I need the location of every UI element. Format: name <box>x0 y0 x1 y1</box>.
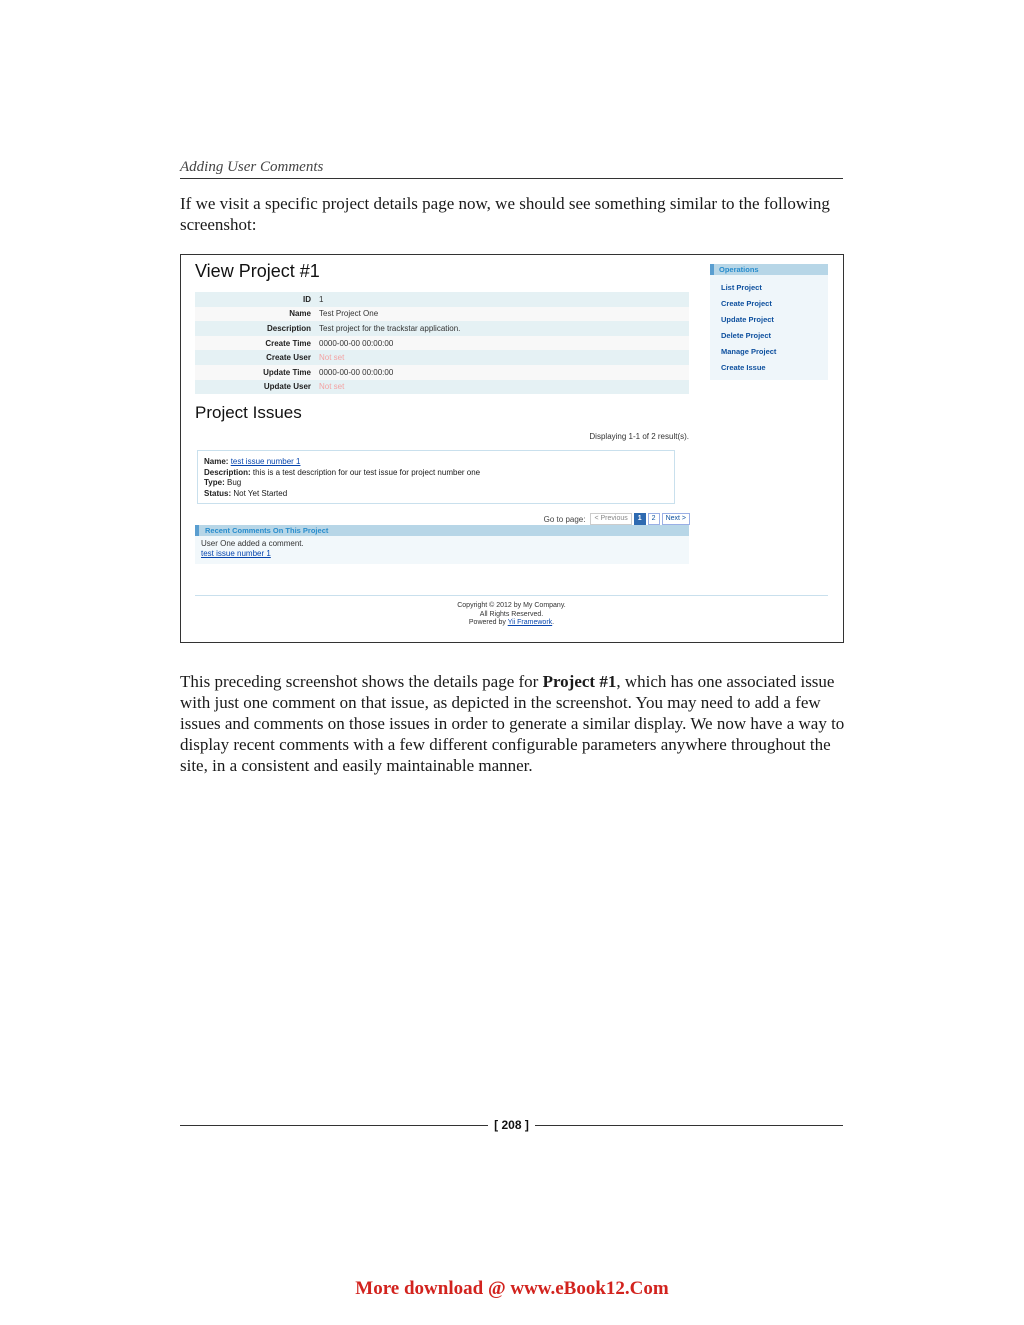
closing-text-bold: Project #1 <box>542 672 617 691</box>
issue-description-line <box>204 468 674 479</box>
detail-label: Update Time <box>195 365 315 380</box>
recent-comments-header: Recent Comments On This Project <box>195 525 689 536</box>
next-page-button[interactable]: Next > <box>662 513 690 525</box>
project-issues-title: Project Issues <box>195 403 302 422</box>
page-footer <box>180 1115 843 1135</box>
closing-text-part2: , which has one associated issue with just one comment on that issue, as depicted in the screenshot. You may need to add a few issues and comments on those issues in order to generate a similar display. We now have a way to display recent comments with a few different configurable parameters anywhere throughout the site, in a consistent and easily maintainable manner. <box>180 672 845 775</box>
previous-page-button[interactable]: < Previous <box>590 513 631 525</box>
detail-row <box>195 321 689 336</box>
issue-name-line <box>204 457 674 468</box>
powered-by-suffix: . <box>552 619 555 626</box>
page-number: [ 208 ] <box>494 1118 529 1132</box>
issue-description-label: Description: <box>204 467 251 477</box>
download-promo: More download @ www.eBook12.Com <box>355 1278 669 1299</box>
detail-value-null: Not set <box>315 380 689 395</box>
issue-type-line <box>204 478 674 489</box>
issue-list-item <box>197 450 675 504</box>
footer-rule-left <box>180 1125 488 1126</box>
recent-comment-text: User One added a comment. <box>201 539 304 548</box>
detail-label: Create User <box>195 350 315 365</box>
menu-item-list-project[interactable]: List Project <box>721 283 762 292</box>
project-screenshot <box>180 254 844 643</box>
issue-name-link[interactable]: test issue number 1 <box>230 457 301 466</box>
issue-type-label: Type: <box>204 478 225 487</box>
detail-label: ID <box>195 292 315 307</box>
closing-paragraph <box>180 671 848 776</box>
menu-item-manage-project[interactable]: Manage Project <box>721 347 777 356</box>
detail-value: 0000-00-00 00:00:00 <box>315 365 689 380</box>
menu-item-create-issue[interactable]: Create Issue <box>721 363 766 372</box>
page-2-button[interactable]: 2 <box>648 513 660 525</box>
issue-status: Not Yet Started <box>233 488 288 498</box>
detail-label: Name <box>195 307 315 322</box>
powered-by-label: Powered by <box>468 619 506 626</box>
running-header-text: Adding User Comments <box>180 159 324 175</box>
yii-framework-link[interactable]: Yii Framework <box>507 619 553 626</box>
recent-comments-body <box>195 536 689 564</box>
detail-row <box>195 307 689 322</box>
detail-row <box>195 292 689 307</box>
pager-label: Go to page: <box>543 514 586 524</box>
pager <box>544 513 690 525</box>
menu-item-create-project[interactable]: Create Project <box>721 299 772 308</box>
detail-value: Test project for the trackstar application. <box>315 321 689 336</box>
detail-row <box>195 365 689 380</box>
rights-line: All Rights Reserved. <box>479 610 544 618</box>
detail-label: Create Time <box>195 336 315 351</box>
detail-value: Test Project One <box>315 307 689 322</box>
powered-by-line <box>195 619 828 628</box>
recent-comment-issue-link[interactable]: test issue number 1 <box>201 549 271 558</box>
issue-type: Bug <box>226 478 242 487</box>
detail-row <box>195 350 689 365</box>
running-header <box>180 158 843 179</box>
issue-status-label: Status: <box>204 488 232 498</box>
results-summary: Displaying 1-1 of 2 result(s). <box>589 432 689 441</box>
detail-row <box>195 380 689 395</box>
issue-status-line <box>204 489 674 500</box>
detail-label: Description <box>195 321 315 336</box>
menu-item-update-project[interactable]: Update Project <box>721 315 774 324</box>
detail-row <box>195 336 689 351</box>
menu-item-delete-project[interactable]: Delete Project <box>721 331 772 340</box>
issue-name-label: Name: <box>204 457 229 466</box>
project-detail-table <box>195 292 689 394</box>
page-1-button[interactable]: 1 <box>634 513 646 525</box>
operations-menu <box>710 275 828 376</box>
detail-label: Update User <box>195 380 315 395</box>
site-footer <box>195 595 828 628</box>
operations-portlet <box>710 264 828 380</box>
detail-value: 0000-00-00 00:00:00 <box>315 336 689 351</box>
operations-title: Operations <box>710 264 828 275</box>
detail-value-null: Not set <box>315 350 689 365</box>
issue-description: this is a test description for our test issue for project number one <box>252 467 481 477</box>
intro-paragraph: If we visit a specific project details page now, we should see something similar to the following screenshot: <box>180 194 830 234</box>
footer-rule-right <box>535 1125 843 1126</box>
view-project-title: View Project #1 <box>195 261 320 281</box>
copyright-line: Copyright © 2012 by My Company. <box>457 602 566 609</box>
detail-value: 1 <box>315 292 689 307</box>
closing-text-part1: This preceding screenshot shows the details page for <box>180 672 543 691</box>
